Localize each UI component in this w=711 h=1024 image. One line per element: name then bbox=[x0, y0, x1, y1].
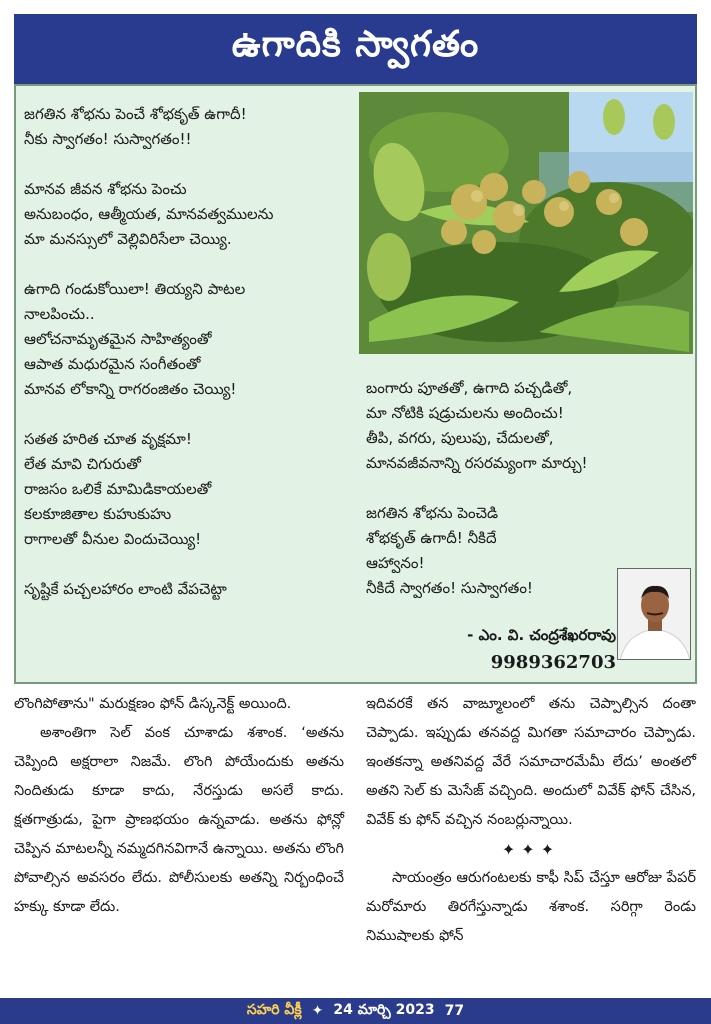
poem-line: లేత మావి చిగురుతో bbox=[24, 455, 141, 473]
magazine-name: సహరి వీక్లీ bbox=[246, 1001, 302, 1018]
author-name: - ఎం. వి. చంద్రశేఖరరావు bbox=[467, 626, 616, 644]
poem-line: మానవ జీవన శోభను పెంచు bbox=[24, 180, 187, 198]
title-text: ఉగాదికి స్వాగతం bbox=[231, 24, 480, 65]
poem-line: అనుబంధం, ఆత్మీయత, మానవత్వములను bbox=[24, 205, 274, 223]
poem-line: కలకూజితాల కుహుకుహు bbox=[24, 505, 172, 523]
poem-line: మానవజీవనాన్ని రసరమ్యంగా మార్చు! bbox=[366, 454, 588, 472]
poem-line: బంగారు పూతతో, ఉగాది పచ్చడితో, bbox=[366, 379, 573, 397]
poem-line: రాగాలతో వీనుల విందుచెయ్యి! bbox=[24, 530, 202, 548]
story-left-column bbox=[14, 690, 344, 922]
section-separator: ✦✦✦ bbox=[501, 840, 561, 859]
poem-box bbox=[14, 84, 697, 684]
poem-left-column bbox=[24, 102, 364, 627]
story-paragraph: అశాంతిగా సెల్ వంక చూశాడు శశాంక. ‘అతను చెప్పింది అక్షరాలా నిజమే. లొంగి పోయేందుకు అతను నిందితుడు కూడా కాదు, నేరస్తుడు అసలే కాదు. క్షతగాత్రుడు, పైగా ప్రాణభయం ఉన్నవాడు. అతను ఫోన్లో చెప్పిన మాటలన్నీ నమ్మదగినవిగానే ఉన్నాయి. అతను లొంగి పోవాల్సిన అవసరం లేదు. పోలీసులకు అతన్ని నిర్బంధించే హక్కు కూడా లేదు. bbox=[14, 725, 344, 915]
poem-line: ఆహ్వానం! bbox=[366, 554, 425, 572]
page-footer bbox=[0, 998, 711, 1024]
poem-stanza bbox=[24, 102, 364, 152]
page-number: 77 bbox=[444, 1003, 465, 1019]
poem-line: ఆపాత మధురమైన సంగీతంతో bbox=[24, 355, 201, 373]
poem-line: నాలపించు.. bbox=[24, 305, 95, 323]
poem-stanza bbox=[24, 277, 364, 402]
story-right-column bbox=[366, 690, 696, 951]
poem-line: నీకిదే స్వాగతం! సుస్వాగతం! bbox=[366, 579, 533, 597]
poem-line: రాజసం ఒలికే మామిడికాయలతో bbox=[24, 480, 212, 498]
poem-line: ఆలోచనామృతమైన సాహిత్యంతో bbox=[24, 330, 212, 348]
poem-stanza bbox=[366, 376, 686, 476]
poem-stanza bbox=[24, 577, 364, 602]
poem-line: మా నోటికి షడ్రుచులను అందించు! bbox=[366, 404, 564, 422]
story-paragraph: సాయంత్రం ఆరుగంటలకు కాఫీ సిప్ చేస్తూ ఆరోజు పేపర్ మరోమారు తిరగేస్తున్నాడు శశాంక. సరిగ్గా రెండు నిముషాలకు ఫోన్ bbox=[366, 870, 696, 944]
star-separator-icon: ✦ bbox=[311, 1003, 324, 1019]
author-photo bbox=[617, 568, 691, 660]
poem-stanza bbox=[24, 427, 364, 552]
poem-line: సతత హరిత చూత వృక్షమా! bbox=[24, 430, 192, 448]
story-paragraph: లొంగిపోతాను" మరుక్షణం ఫోన్ డిస్కనెక్ట్ అయింది. bbox=[14, 696, 292, 712]
poem-line: నీకు స్వాగతం! సుస్వాగతం!! bbox=[24, 130, 192, 148]
poem-line: జగతిన శోభను పెంచెడి bbox=[366, 504, 499, 522]
author-phone: 9989362703 bbox=[490, 652, 616, 673]
poem-line: ఉగాది గండుకోయిలా! తియ్యని పాటల bbox=[24, 280, 246, 298]
poem-line: తీపి, వగరు, పులుపు, చేదులతో, bbox=[366, 429, 554, 447]
poem-line: మానవ లోకాన్ని రాగరంజితం చెయ్యి! bbox=[24, 380, 237, 398]
mango-tree-photo bbox=[359, 92, 693, 354]
poem-line: మా మనస్సులో వెల్లివిరిసేలా చెయ్యి. bbox=[24, 230, 232, 248]
poem-line: శోభకృత్ ఉగాదీ! నీకిదే bbox=[366, 529, 497, 547]
poem-stanza bbox=[24, 177, 364, 252]
poem-line: జగతిన శోభను పెంచే శోభకృత్ ఉగాదీ! bbox=[24, 105, 247, 123]
poem-line: సృష్టికే పచ్చలహారం లాంటి వేపచెట్టా bbox=[24, 580, 227, 598]
story-paragraph: ఇదివరకే తన వాఙ్మూలంలో తను చెప్పాల్సిన దంతా చెప్పాడు. ఇప్పుడు తనవద్ద మిగతా సమాచారం చెప్పాడు. ఇంతకన్నా అతనివద్ద వేరే సమాచారమేమీ లేదు’ అంతలో అతని సెల్ కు మెసేజ్ వచ్చింది. అందులో వివేక్ ఫోన్ చేసిన, వివేక్ కు ఫోన్ వచ్చిన నంబర్లున్నాయి. bbox=[366, 696, 696, 828]
page-title bbox=[14, 14, 697, 84]
issue-date: 24 మార్చి 2023 bbox=[333, 1001, 435, 1018]
